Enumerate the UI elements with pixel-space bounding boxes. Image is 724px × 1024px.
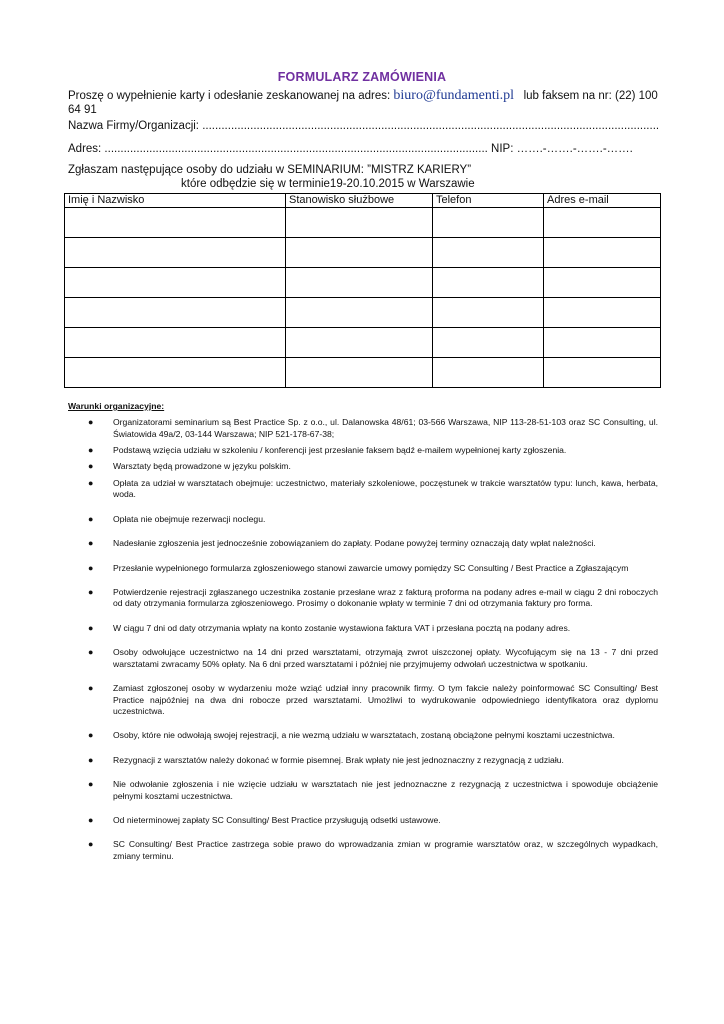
table-cell-input[interactable]: [544, 238, 661, 268]
condition-text: Osoby, które nie odwołają swojej rejestracji, a nie wezmą udziału w warsztatach, zostaną obciążone pełnymi kosztami uczestnictwa.: [113, 730, 615, 741]
bullet-icon: ●: [88, 538, 94, 549]
bullet-icon: ●: [88, 622, 94, 633]
intro-prefix: Proszę o wypełnienie karty i odesłanie zeskanowanej na adres:: [68, 90, 391, 102]
intro-text: [68, 89, 668, 117]
condition-item: [68, 461, 658, 472]
condition-text: Przesłanie wypełnionego formularza zgłoszeniowego stanowi zawarcie umowy pomiędzy SC Consulting / Best Practice a Zgłaszającym: [113, 562, 629, 573]
condition-item: [68, 417, 658, 440]
table-cell-input[interactable]: [544, 298, 661, 328]
bullet-icon: ●: [88, 445, 94, 456]
condition-text: Opłata za udział w warsztatach obejmuje: uczestnictwo, materiały szkoleniowe, poczęstunek w trakcie warsztatów typu: lunch, kawa, herbata, woda.: [113, 478, 658, 500]
table-row: [65, 358, 661, 388]
condition-text: Warsztaty będą prowadzone w języku polskim.: [113, 460, 291, 471]
participants-body: [65, 208, 661, 388]
bullet-icon: ●: [88, 460, 94, 471]
condition-item: [68, 514, 658, 525]
condition-item: [68, 623, 658, 634]
condition-text: Nie odwołanie zgłoszenia i nie wzięcie udziału w warsztatach nie jest jednoznaczne z rezygnacją z uczestnictwa i spowoduje obciążenie pełnymi kosztami uczestnictwa.: [113, 779, 658, 801]
table-row: [65, 238, 661, 268]
table-cell-input[interactable]: [433, 358, 544, 388]
table-cell-input[interactable]: [433, 328, 544, 358]
bullet-icon: ●: [88, 647, 94, 658]
header-email: Adres e-mail: [544, 194, 661, 208]
table-cell-input[interactable]: [65, 298, 286, 328]
condition-item: [68, 730, 658, 741]
condition-item: [68, 587, 658, 610]
condition-item: [68, 445, 658, 456]
table-row: [65, 268, 661, 298]
bullet-icon: ●: [88, 839, 94, 850]
condition-item: [68, 683, 658, 717]
table-cell-input[interactable]: [286, 268, 433, 298]
table-cell-input[interactable]: [286, 238, 433, 268]
condition-text: Zamiast zgłoszonej osoby w wydarzeniu może wziąć udział inny pracownik firmy. O tym fakcie należy poinformować SC Consulting/ Best Practice najpóźniej na dwa dni robocze przed warsztatami. Umożliwi to wydrukowanie odpowiedniego identyfikatora oraz dyplomu uczestnictwa.: [113, 683, 658, 716]
participants-table: [64, 193, 661, 388]
table-cell-input[interactable]: [65, 328, 286, 358]
table-header-row: [65, 194, 661, 208]
condition-text: Podstawą wzięcia udziału w szkoleniu / konferencji jest przesłanie faksem bądź e-mailem wypełnionej karty zgłoszenia.: [113, 445, 567, 456]
table-cell-input[interactable]: [544, 328, 661, 358]
table-cell-input[interactable]: [65, 238, 286, 268]
page-title: FORMULARZ ZAMÓWIENIA: [277, 70, 447, 84]
bullet-icon: ●: [88, 513, 94, 524]
bullet-icon: ●: [88, 562, 94, 573]
address-nip-field[interactable]: Adres: ........................................................................................................................ NIP: …….-…….-…….-…….: [68, 143, 633, 155]
table-cell-input[interactable]: [286, 328, 433, 358]
condition-text: W ciągu 7 dni od daty otrzymania wpłaty na konto zostanie wystawiona faktura VAT i przesłana pocztą na podany adres.: [113, 622, 571, 633]
condition-item: [68, 839, 658, 862]
table-cell-input[interactable]: [433, 208, 544, 238]
bullet-icon: ●: [88, 683, 94, 694]
table-row: [65, 328, 661, 358]
table-cell-input[interactable]: [433, 238, 544, 268]
conditions-list: [68, 417, 658, 862]
email-link[interactable]: biuro@fundamenti.pl: [393, 88, 514, 103]
bullet-icon: ●: [88, 814, 94, 825]
bullet-icon: ●: [88, 754, 94, 765]
condition-item: [68, 478, 658, 501]
condition-text: Opłata nie obejmuje rezerwacji noclegu.: [113, 513, 266, 524]
bullet-icon: ●: [88, 779, 94, 790]
table-cell-input[interactable]: [65, 208, 286, 238]
company-name-field[interactable]: Nazwa Firmy/Organizacji: ...............................................................................................................................................: [68, 120, 660, 132]
condition-text: Osoby odwołujące uczestnictwo na 14 dni przed warsztatami, otrzymają zwrot uiszczonej opłaty. Wycofującym się na 13 - 7 dni przed warsztatami zwracamy 50% opłaty. Na 6 dni przed warsztatami i później nie przyjmujemy odwołań uczestnictwa w spotkaniu.: [113, 647, 658, 669]
table-cell-input[interactable]: [544, 268, 661, 298]
condition-item: [68, 538, 658, 549]
condition-item: [68, 779, 658, 802]
bullet-icon: ●: [88, 417, 94, 428]
condition-item: [68, 647, 658, 670]
table-cell-input[interactable]: [544, 358, 661, 388]
table-cell-input[interactable]: [433, 268, 544, 298]
header-name: Imię i Nazwisko: [65, 194, 286, 208]
table-cell-input[interactable]: [65, 358, 286, 388]
bullet-icon: ●: [88, 587, 94, 598]
declaration-text: Zgłaszam następujące osoby do udziału w SEMINARIUM: ”MISTRZ KARIERY”: [68, 164, 472, 176]
bullet-icon: ●: [88, 730, 94, 741]
term-text: które odbędzie się w terminie19-20.10.2015 w Warszawie: [181, 178, 475, 190]
conditions-section: [68, 401, 658, 862]
table-row: [65, 208, 661, 238]
header-phone: Telefon: [433, 194, 544, 208]
header-position: Stanowisko służbowe: [286, 194, 433, 208]
condition-text: Organizatorami seminarium są Best Practice Sp. z o.o., ul. Dalanowska 48/61; 03-566 Warszawa, NIP 113-28-51-103 oraz SC Consulting, ul. Światowida 49a/2, 03-144 Warszawa; NIP 521-178-67-38;: [113, 417, 658, 439]
intro-suffix: lub faksem na nr: (22) 100 64 91: [68, 90, 658, 116]
condition-text: Nadesłanie zgłoszenia jest jednocześnie zobowiązaniem do zapłaty. Podane powyżej terminy oznaczają daty wpłat należności.: [113, 538, 596, 549]
condition-item: [68, 563, 658, 574]
bullet-icon: ●: [88, 478, 94, 489]
conditions-heading: Warunki organizacyjne:: [68, 401, 165, 411]
table-cell-input[interactable]: [286, 298, 433, 328]
condition-item: [68, 815, 658, 826]
condition-text: Potwierdzenie rejestracji zgłaszanego uczestnika zostanie przesłane wraz z fakturą proforma na podany adres e-mail w ciągu 2 dni roboczych od daty otrzymania formularza zgłoszeniowego. Prosimy o dokonanie wpłaty w terminie 7 dni od otrzymania faktury pro forma.: [113, 587, 658, 609]
condition-text: SC Consulting/ Best Practice zastrzega sobie prawo do wprowadzania zmian w programie warsztatów oraz, w szczególnych wypadkach, zmiany terminu.: [113, 839, 658, 861]
table-cell-input[interactable]: [433, 298, 544, 328]
condition-item: [68, 755, 658, 766]
condition-text: Od nieterminowej zapłaty SC Consulting/ Best Practice przysługują odsetki ustawowe.: [113, 814, 441, 825]
table-cell-input[interactable]: [65, 268, 286, 298]
table-row: [65, 298, 661, 328]
table-cell-input[interactable]: [286, 208, 433, 238]
condition-text: Rezygnacji z warsztatów należy dokonać w formie pisemnej. Brak wpłaty nie jest jednoznaczny z rezygnacją z udziału.: [113, 754, 564, 765]
table-cell-input[interactable]: [286, 358, 433, 388]
table-cell-input[interactable]: [544, 208, 661, 238]
